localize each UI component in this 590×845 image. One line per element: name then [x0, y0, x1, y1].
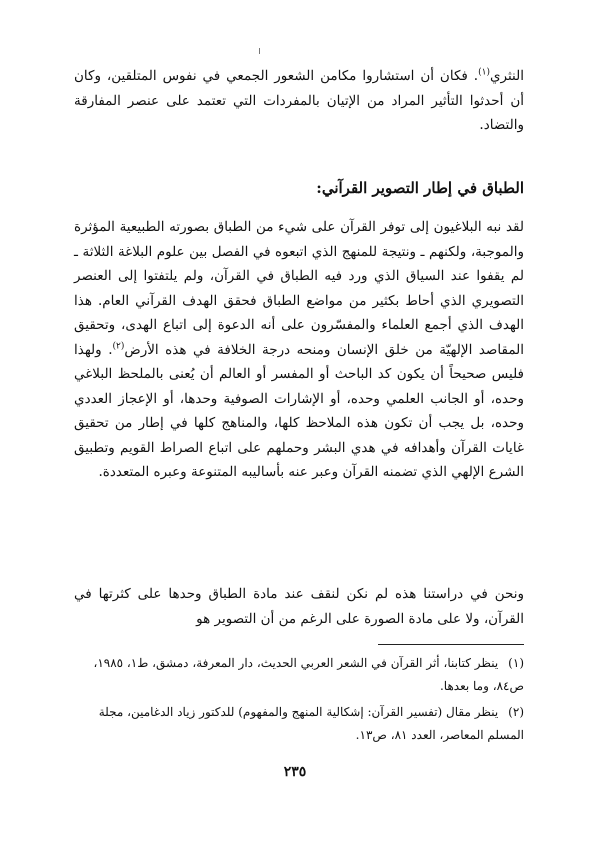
footnote-separator [378, 644, 524, 645]
footnote-1-text: ينظر كتابنا، أثر القرآن في الشعر العربي الحديث، دار المعرفة، دمشق، ط١، ١٩٨٥، ص٨٤، وما بعدها. [93, 656, 524, 693]
footnote-ref-2: (٢) [112, 341, 125, 351]
page-number: ٢٣٥ [283, 764, 307, 780]
footnote-2 [74, 701, 524, 747]
footnote-1-number: (١) [508, 656, 524, 670]
section-heading: الطباق في إطار التصوير القرآني: [316, 179, 524, 197]
footnotes [74, 652, 524, 750]
paragraph-1-rest: . فكان أن استشاروا مكامن الشعور الجمعي في نفوس المتلقين، وكان أن أحدثوا التأثير المراد من الإتيان بالمفردات التي تعتمد على عنصر المفارقة والتضاد. [74, 68, 524, 133]
paragraph-1-start: النثري [489, 68, 524, 84]
paragraph-3-text: ونحن في دراستنا هذه لم نكن لنقف عند مادة الطباق وحدها على كثرتها في القرآن، ولا على مادة الصورة على الرغم من أن التصوير هو [74, 586, 524, 627]
footnote-2-text: ينظر مقال (تفسير القرآن: إشكالية المنهج والمفهوم) للدكتور زياد الدغامين، مجلة المسلم المعاصر، العدد ٨١، ص١٣. [98, 705, 524, 742]
paragraph-1 [74, 64, 524, 138]
print-mark [259, 48, 260, 54]
footnote-2-number: (٢) [508, 705, 524, 719]
footnote-ref-1: (١) [478, 67, 490, 78]
paragraph-3 [74, 582, 524, 631]
footnote-1 [74, 652, 524, 698]
paragraph-2-start: لقد نبه البلاغيون إلى توفر القرآن على شيء من الطباق بصورته الطبيعية المؤثرة والموجبة، ولكنهم ـ ونتيجة للمنهج الذي اتبعوه في الفصل بين علوم البلاغة الثلاثة ـ لم يقفوا عند السياق الذي ورد فيه الطباق في القرآن، ولم يلتفتوا إلى العنصر التصويري الذي أحاط بكثير من مواضع الطباق فحقق الهدف القرآني العام. هذا الهدف الذي أجمع العلماء والمفسّرون على أنه الدعوة إلى اتباع الهدى، وتحقيق المقاصد الإلهيّة من خلق الإنسان ومنحه درجة الخلافة في هذه الأرض [74, 219, 524, 358]
paragraph-2-rest: . ولهذا فليس صحيحاً أن يكون كد الباحث أو المفسر أو العالم أن يُعنى بالملحظ البلاغي وحده، أو الجانب العلمي وحده، أو الإشارات الصوفية وحدها، أو الإعجاز العددي وحده، بل يجب أن تكون هذه الملاحظ كلها، والمناهج كلها في إطار من تحقيق غايات القرآن وأهدافه في هدي البشر وحملهم على اتباع الصراط القويم وتطبيق الشرع الإلهي الذي تضمنه القرآن وعبر عنه بأساليبه المتنوعة وعبره المتعددة. [74, 341, 524, 480]
paragraph-2 [74, 215, 524, 485]
